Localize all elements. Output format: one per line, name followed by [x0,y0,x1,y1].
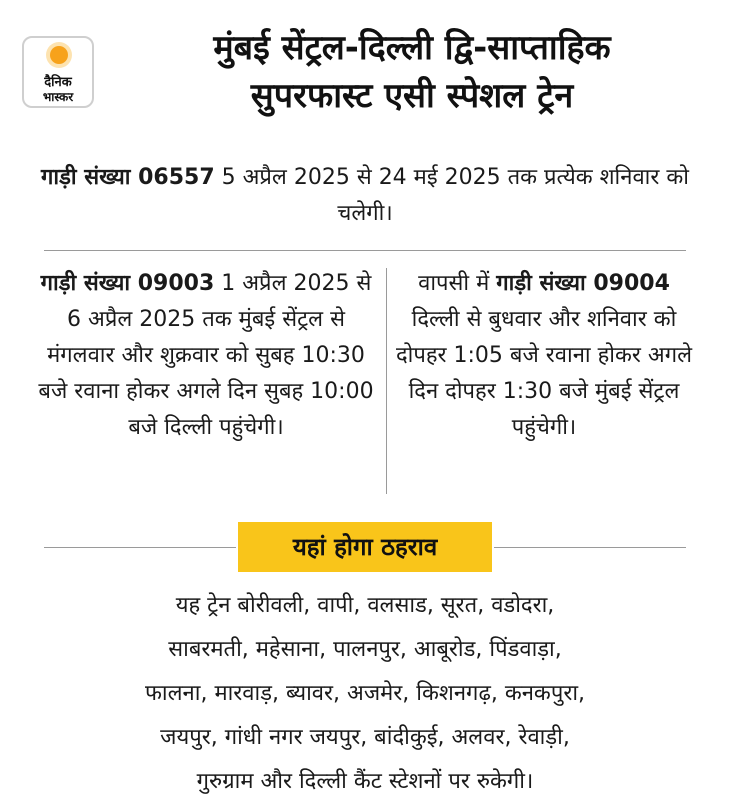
intro-paragraph [40,160,690,232]
stops-heading: यहां होगा ठहराव [238,522,492,572]
logo-text-line2: भास्कर [42,90,74,104]
outbound-train-number: गाड़ी संख्या 09003 [40,271,215,296]
stops-line: जयपुर, गांधी नगर जयपुर, बांदीकुई, अलवर, रेवाड़ी, [160,725,570,750]
stops-line: यह ट्रेन बोरीवली, वापी, वलसाड, सूरत, वडोदरा, [175,593,555,618]
outbound-text: 1 अप्रैल 2025 से 6 अप्रैल 2025 तक मुंबई सेंट्रल से मंगलवार और शुक्रवार को सुबह 10:30 बजे रवाना होकर अगले दिन सुबह 10:00 बजे दिल्ली पहुंचेगी। [38,271,374,440]
return-text: दिल्ली से बुधवार और शनिवार को दोपहर 1:05 बजे रवाना होकर अगले दिन दोपहर 1:30 बजे मुंबई सेंट्रल पहुंचेगी। [395,307,693,440]
divider-left [44,547,236,548]
divider-top [44,250,686,251]
return-train-number: गाड़ी संख्या 09004 [496,271,670,296]
return-schedule [394,266,694,446]
stops-line: गुरुग्राम और दिल्ली कैंट स्टेशनों पर रुकेगी। [196,769,534,794]
title-line2: सुपरफास्ट एसी स्पेशल ट्रेन [250,76,574,116]
logo-text-line1: दैनिक [44,75,72,90]
stops-list [36,584,694,804]
dainik-bhaskar-logo [22,36,94,108]
sun-icon [50,46,68,64]
outbound-schedule [36,266,376,446]
return-prefix: वापसी में [418,271,497,296]
stops-line: फालना, मारवाड़, ब्यावर, अजमेर, किशनगढ़, कनकपुरा, [144,681,586,706]
intro-text: 5 अप्रैल 2025 से 24 मई 2025 तक प्रत्येक शनिवार को चलेगी। [214,165,689,226]
title-line1: मुंबई सेंट्रल-दिल्ली द्वि-साप्ताहिक [213,28,611,68]
divider-right [494,547,686,548]
intro-train-number: गाड़ी संख्या 06557 [41,165,215,190]
page-title [112,24,712,120]
column-divider [386,268,387,494]
stops-line: साबरमती, महेसाना, पालनपुर, आबूरोड, पिंडवाड़ा, [168,637,562,662]
